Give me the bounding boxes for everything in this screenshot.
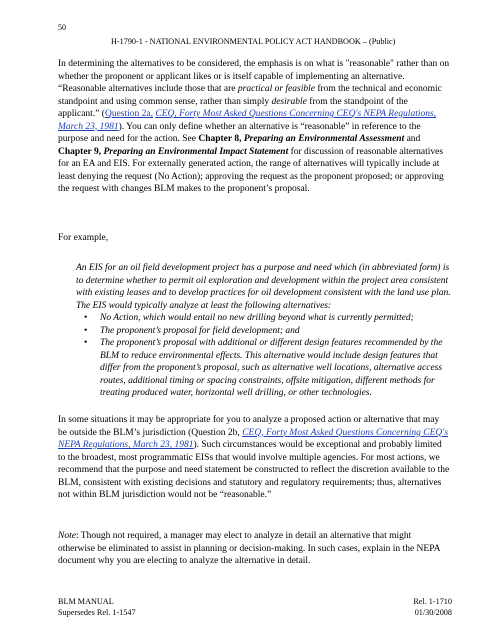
list-item: • No Action, which would entail no new drilling beyond what is currently permitted; — [92, 312, 454, 325]
paragraph-reasonable-alternatives — [58, 58, 450, 196]
text-run: ). Such circumstances would be exceptional and probably limited to the broadest, most programmatic EISs that would involve multiple agencies. For most actions, we recommend that the purpose and need statement be constructed to reflect the discretion available to the BLM, consistent with existing decisions and statutory and regulatory requirements; thus, alternatives not within BLM jurisdiction would not be “reasonable.” — [58, 440, 450, 500]
chapter-9-ref: Chapter 9, — [58, 146, 104, 157]
text-run: In determining the alternatives to be considered, the emphasis is on what is "reasonable" rather than on whether the proponent or applicant likes or is itself capable of implementing an alternative. “Reasonable alternatives include those that are — [58, 59, 450, 94]
page-footer — [58, 597, 452, 618]
text-run-italic: desirable — [271, 96, 307, 107]
text-run: from the standpoint of the applicant.” ( — [58, 96, 408, 119]
question-2a-link[interactable]: Question 2a, — [104, 109, 153, 119]
chapter-8-ref: Chapter 8, — [198, 134, 244, 144]
chapter-8-title: Preparing an Environmental Assessment — [243, 134, 405, 144]
text-run: : Though not required, a manager may elect to analyze in detail an alternative that might otherwise be eliminated to assist in planning or decision-making. In such cases, explain in the NEPA document why you are electing to analyze the alternative in detail. — [58, 531, 440, 566]
chapter-9-title: Preparing an Environmental Impact Statement — [103, 146, 289, 157]
paragraph-note — [58, 530, 450, 568]
example-block — [76, 262, 454, 400]
footer-release: Rel. 1-1710 — [413, 597, 452, 606]
text-run: In some situations it may be appropriate for you to analyze a proposed action or alternative that may be outside the BLM’s jurisdiction (Question 2b, — [58, 415, 440, 438]
list-item: • The proponent’s proposal with additional or different design features recommended by the BLM to reduce environmental effects. This alternative would include design features that differ from the proponent’s proposal, such as alternative well locations, alternative access routes, additional timing or spacing constraints, offsite mitigation, different methods for treating produced water, horizontal well drilling, or other technologies. — [92, 337, 454, 400]
running-suffix: – (Public) — [362, 37, 396, 46]
page-number: 50 — [58, 23, 66, 32]
ceq-forty-questions-link[interactable]: CEQ, Forty Most Asked Questions Concerning CEQ's NEPA Regulations, March 23, 1981 — [58, 427, 449, 450]
text-run: for discussion of reasonable alternatives for an EA and EIS. For externally generated action, the range of alternatives will typically include at least denying the request (No Action); approving the request as the proponent proposed; or approving the request with changes BLM makes to the proponent’s proposal. — [58, 146, 444, 194]
text-run: and — [404, 134, 421, 144]
footer-date: 01/30/2008 — [414, 607, 452, 617]
text-run: ). You can only define whether an alternative is “reasonable” in reference to the purpose and need for the action. See — [58, 121, 421, 144]
text-run-italic: practical or feasible — [237, 84, 315, 94]
ceq-forty-questions-link[interactable]: CEQ, Forty Most Asked Questions Concerning CEQ's NEPA Regulations, March 23, 1981 — [58, 109, 437, 132]
list-item: • The proponent’s proposal for field development; and — [92, 325, 454, 338]
paragraph-for-example: For example, — [58, 233, 109, 243]
running-title: H-1790-1 - NATIONAL ENVIRONMENTAL POLICY ACT HANDBOOK — [111, 37, 361, 46]
alternatives-list — [76, 312, 454, 400]
text-run: from the technical and economic standpoint and using common sense, rather than simply — [58, 84, 442, 107]
note-label: Note — [58, 531, 76, 541]
footer-supersedes: Supersedes Rel. 1-1547 — [58, 607, 136, 617]
example-intro: An EIS for an oil field development project has a purpose and need which (in abbreviated form) is to determine whether to permit oil exploration and development within the project area consistent with existing leases and to develop practices for oil development consistent with the land use plan. The EIS would typically analyze at least the following alternatives: — [76, 263, 451, 311]
running-header — [111, 37, 395, 46]
footer-manual: BLM MANUAL — [58, 597, 114, 606]
paragraph-jurisdiction — [58, 414, 450, 502]
